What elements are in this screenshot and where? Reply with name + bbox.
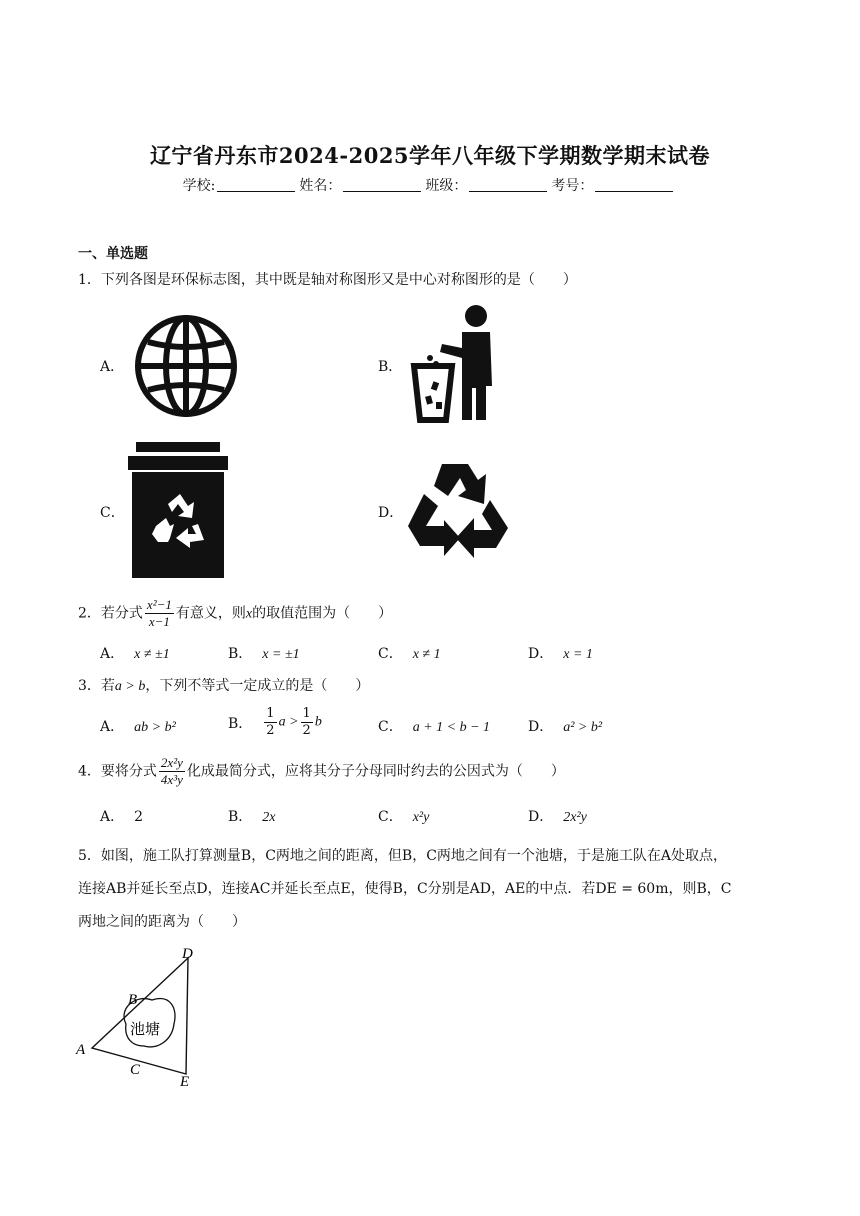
q4-option-a[interactable]: A． 2: [100, 809, 144, 825]
q2-fraction: $\frac{\text{x²−1}}{x-1}$: [146, 597, 172, 629]
q1-option-a-label: A．: [100, 359, 125, 375]
q5-stem-line1: 5．如图，施工队打算测量B，C两地之间的距离，但B，C两地之间有一个池塘，于是施工队在A处取点，: [78, 848, 728, 864]
q1-option-c-label: C．: [100, 505, 125, 521]
q2-stem: 2．若分式 $\frac{\text{x²−1}}{x-1}$ 有意义，则x的取值范围为（ ）: [78, 597, 393, 629]
exam-no-blank[interactable]: [595, 177, 673, 192]
point-a-label: A: [76, 1042, 86, 1058]
q1-stem: 1．下列各图是环保标志图，其中既是轴对称图形又是中心对称图形的是（ ）: [78, 272, 577, 288]
q2-option-d[interactable]: D． x = 1: [528, 646, 593, 662]
recycle-bin-icon: [128, 442, 228, 578]
q2-option-a[interactable]: A． x ≠ ±1: [100, 646, 170, 662]
q4-fraction: $\frac{\text{2x²y}}{\text{4x³y}}$: [160, 755, 183, 787]
pond-label: 池塘: [130, 1020, 161, 1038]
class-blank[interactable]: [469, 177, 547, 192]
q4-stem: 4．要将分式 $\frac{\text{2x²y}}{\text{4x³y}}$ 化成最简分式，应将其分子分母同时约去的公因式为（ ）: [78, 755, 565, 787]
q3-option-b[interactable]: B． $\frac{1}{2}$ a > $\frac{1}{2}$ b: [228, 706, 322, 738]
school-blank[interactable]: [217, 177, 295, 192]
q5-stem-line2: 连接AB并延长至点D，连接AC并延长至点E，使得B，C分别是AD，AE的中点．若DE = 60m，则B，C: [78, 881, 732, 897]
recycle-arrows-icon: [404, 460, 514, 560]
trash-person-icon: [410, 302, 502, 424]
q2-option-b[interactable]: B． x = ±1: [228, 646, 300, 662]
q2-option-c[interactable]: C． x ≠ 1: [378, 646, 441, 662]
name-label: 姓名：: [299, 178, 342, 194]
q3-option-c[interactable]: C． a + 1 < b − 1: [378, 719, 491, 735]
point-e-label: E: [180, 1074, 190, 1090]
exam-no-label: 考号：: [551, 178, 594, 194]
section-title-single-choice: 一、单选题: [78, 246, 148, 262]
class-label: 班级：: [425, 178, 468, 194]
q3-option-a[interactable]: A． ab > b²: [100, 719, 176, 735]
q5-stem-line3: 两地之间的距离为（ ）: [78, 914, 246, 930]
q1-option-d-label: D．: [378, 505, 404, 521]
q3-stem: 3．若a > b，下列不等式一定成立的是（ ）: [78, 678, 370, 694]
name-blank[interactable]: [343, 177, 421, 192]
point-d-label: D: [182, 946, 193, 962]
q3-option-d[interactable]: D． a² > b²: [528, 719, 603, 735]
q4-option-d[interactable]: D． 2x²y: [528, 809, 587, 825]
q1-option-b-label: B．: [378, 359, 403, 375]
point-c-label: C: [130, 1062, 141, 1078]
school-label: 学校:: [182, 178, 216, 194]
globe-icon: [132, 312, 240, 420]
q4-option-b[interactable]: B． 2x: [228, 809, 276, 825]
pond-triangle-figure: [74, 942, 204, 1092]
student-info-line: [0, 175, 860, 195]
q4-option-c[interactable]: C． x²y: [378, 809, 430, 825]
point-b-label: B: [128, 992, 138, 1008]
exam-title: 辽宁省丹东市2024-2025学年八年级下学期数学期末试卷: [149, 143, 711, 168]
